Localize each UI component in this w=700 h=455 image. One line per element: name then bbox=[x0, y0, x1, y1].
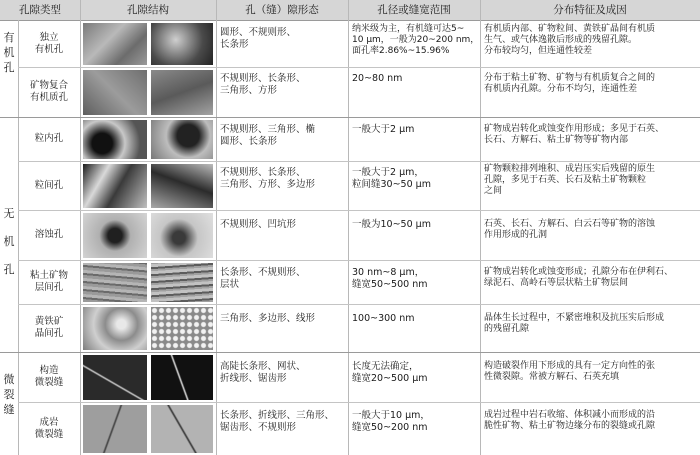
header-distribution-origin: 分布特征及成因 bbox=[553, 4, 627, 16]
pore-shape: 不规则形、三角形、椭 圆形、长条形 bbox=[220, 124, 316, 147]
distribution-origin: 石英、长石、方解石、白云石等矿物的溶蚀 作用形成的孔洞 bbox=[484, 219, 656, 240]
header-pore-type: 孔隙类型 bbox=[19, 4, 61, 16]
pore-shape: 不规则形、长条形、 三角形、方形、多边形 bbox=[220, 167, 316, 190]
row-divider bbox=[18, 260, 700, 261]
sem-image bbox=[150, 262, 214, 303]
pore-size: 一般大于2 μm bbox=[352, 124, 415, 135]
pore-subtype-label: 矿物复合 有机质孔 bbox=[29, 80, 68, 103]
pore-subtype-label: 粘土矿物 层间孔 bbox=[29, 270, 68, 293]
pore-subtype-label: 溶蚀孔 bbox=[34, 229, 64, 240]
pore-shape: 圆形、不规则形、 长条形 bbox=[220, 27, 297, 50]
distribution-origin: 分布于粘土矿物、矿物与有机质复合之间的 有机质内孔隙。分布不均匀，连通性差 bbox=[484, 73, 656, 94]
sem-image bbox=[82, 262, 148, 303]
row-divider bbox=[18, 67, 700, 68]
pore-shape: 长条形、折线形、三角形、 锯齿形、不规则形 bbox=[220, 410, 335, 433]
sem-image bbox=[150, 212, 214, 259]
sem-image bbox=[150, 163, 214, 209]
sem-image bbox=[82, 163, 148, 209]
sem-image bbox=[82, 22, 148, 66]
sem-image bbox=[150, 306, 214, 351]
row-divider bbox=[18, 161, 700, 162]
sem-image bbox=[150, 22, 214, 66]
category-label: 无机孔 bbox=[3, 207, 15, 276]
pore-subtype bbox=[20, 260, 78, 304]
distribution-origin: 构造破裂作用下形成的具有一定方向性的张 性微裂隙。常被方解石、石英充填 bbox=[484, 361, 656, 382]
header-pore-structure: 孔隙结构 bbox=[127, 4, 169, 16]
distribution-origin: 晶体生长过程中，不紧密堆积及抗压实后形成 的残留孔隙 bbox=[484, 313, 665, 334]
column-divider bbox=[18, 20, 19, 455]
category-microfractures bbox=[0, 372, 18, 417]
pore-subtype bbox=[20, 402, 78, 455]
column-divider bbox=[216, 0, 217, 455]
pore-subtype-label: 粒间孔 bbox=[34, 179, 64, 191]
category-organic-pores bbox=[0, 30, 18, 75]
pore-size: 20~80 nm bbox=[352, 73, 403, 84]
pore-subtype bbox=[20, 117, 78, 161]
pore-subtype-label: 粒内孔 bbox=[34, 133, 64, 144]
sem-image bbox=[82, 404, 148, 454]
category-inorganic-pores bbox=[0, 200, 18, 284]
row-divider bbox=[18, 402, 700, 403]
distribution-origin: 有机质内部、矿物粒间、黄铁矿晶间有机质 生气、或气体逸散后形成的残留孔隙。 分布较均匀，但连通性较差 bbox=[484, 24, 656, 56]
column-divider bbox=[480, 0, 481, 455]
category-label: 有机孔 bbox=[3, 31, 15, 74]
row-divider bbox=[18, 210, 700, 211]
distribution-origin: 成岩过程中岩石收缩、体积减小而形成的沿 脆性矿物、粘土矿物边缘分布的裂缝或孔隙 bbox=[484, 410, 656, 431]
table-header bbox=[0, 0, 700, 21]
sem-image bbox=[150, 354, 214, 401]
pore-shape: 三角形、多边形、线形 bbox=[220, 313, 316, 324]
pore-subtype bbox=[20, 352, 78, 402]
distribution-origin: 矿物颗粒排列堆积、成岩压实后残留的原生 孔隙，多见于石英、长石及粘土矿物颗粒 之间 bbox=[484, 164, 656, 196]
sem-image bbox=[150, 404, 214, 454]
sem-image bbox=[82, 306, 148, 351]
sem-image bbox=[82, 212, 148, 259]
pore-subtype bbox=[20, 210, 78, 260]
pore-size: 一般为10~50 μm bbox=[352, 219, 431, 230]
column-divider bbox=[348, 0, 349, 455]
row-divider bbox=[18, 304, 700, 305]
distribution-origin: 矿物成岩转化或蚀变作用形成；多见于石英、 长石、方解石、粘土矿物等矿物内部 bbox=[484, 124, 665, 145]
pore-size: 100~300 nm bbox=[352, 313, 415, 324]
header-pore-size: 孔径或缝宽范围 bbox=[377, 4, 451, 16]
pore-size: 一般大于2 μm， 粒间缝30~50 μm bbox=[352, 167, 431, 190]
pore-shape: 不规则形、凹坑形 bbox=[220, 219, 297, 230]
sem-image bbox=[82, 119, 148, 160]
pore-subtype bbox=[20, 161, 78, 210]
sem-image bbox=[150, 119, 214, 160]
distribution-origin: 矿物成岩转化或蚀变形成；孔隙分布在伊利石、 绿泥石、高岭石等层状粘土矿物层间 bbox=[484, 267, 674, 288]
section-divider bbox=[0, 352, 700, 353]
pore-subtype-label: 独立 有机孔 bbox=[34, 31, 64, 55]
pore-subtype bbox=[20, 67, 78, 117]
pore-shape: 长条形、不规则形、 层状 bbox=[220, 267, 306, 290]
section-divider bbox=[0, 117, 700, 118]
pore-size: 长度无法确定， 缝宽20~500 μm bbox=[352, 361, 428, 384]
pore-size: 一般大于10 μm， 缝宽50~200 nm bbox=[352, 410, 430, 433]
pore-subtype bbox=[20, 304, 78, 352]
pore-subtype-label: 成岩 微裂缝 bbox=[34, 416, 64, 440]
category-label: 微裂缝 bbox=[3, 373, 15, 416]
pore-size: 纳米级为主，有机缝可达5~ 10 μm，一般为20~200 nm， 面孔率2.86%~15.96% bbox=[352, 24, 480, 56]
sem-image bbox=[82, 69, 148, 116]
pore-shape: 高陡长条形、网状、 折线形、锯齿形 bbox=[220, 361, 306, 384]
pore-size: 30 nm~8 μm， 缝宽50~500 nm bbox=[352, 267, 428, 290]
sem-image bbox=[82, 354, 148, 401]
sem-image bbox=[150, 69, 214, 116]
pore-subtype bbox=[20, 20, 78, 67]
pore-shape: 不规则形、长条形、 三角形、方形 bbox=[220, 73, 306, 96]
pore-subtype-label: 黄铁矿 晶间孔 bbox=[34, 316, 64, 339]
column-divider bbox=[80, 0, 81, 455]
header-pore-shape: 孔（缝）隙形态 bbox=[245, 4, 319, 16]
pore-subtype-label: 构造 微裂缝 bbox=[34, 365, 64, 388]
